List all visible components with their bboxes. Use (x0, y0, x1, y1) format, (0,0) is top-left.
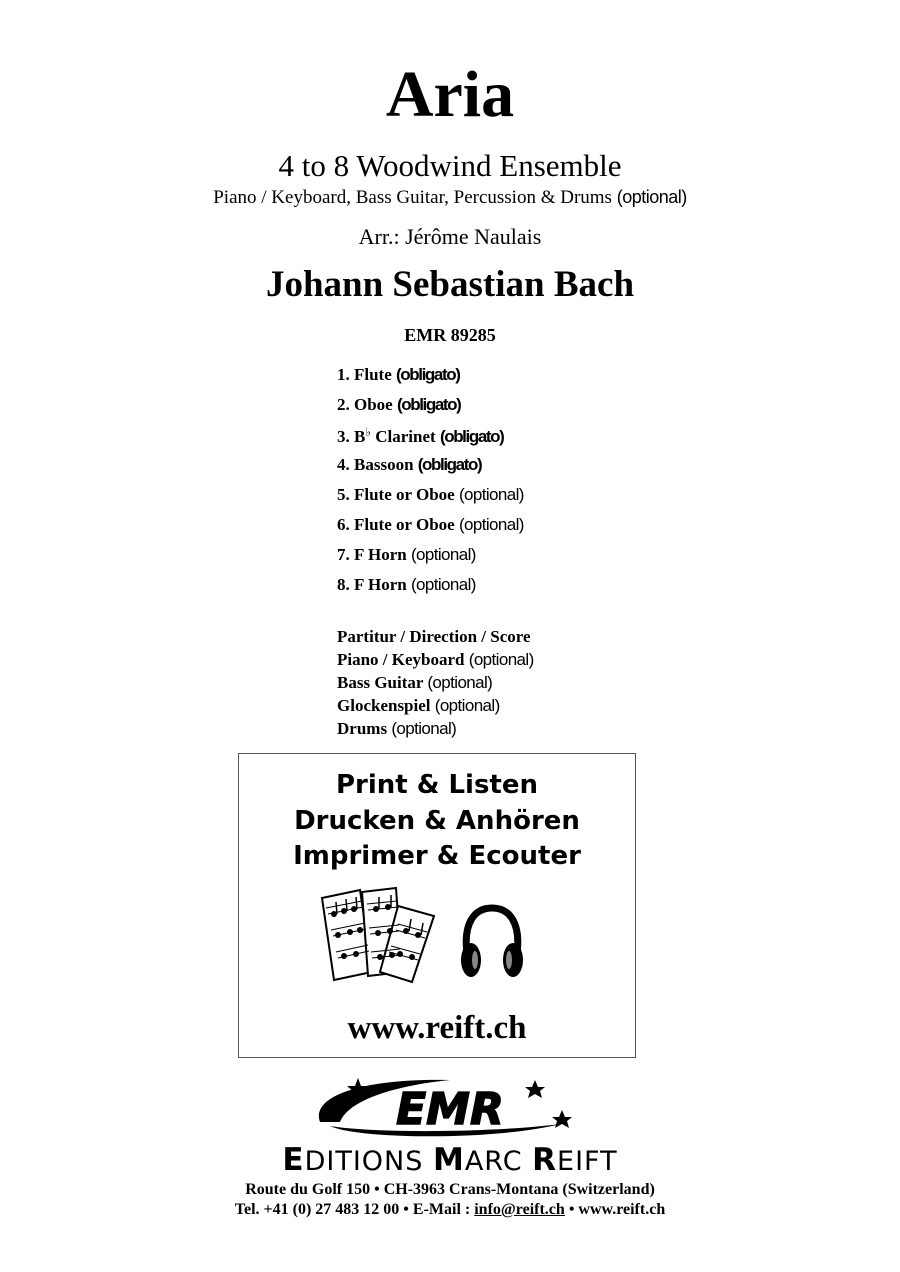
extras-list (337, 628, 534, 743)
list-item: Piano / Keyboard (optional) (337, 650, 534, 669)
composer: Johann Sebastian Bach (265, 264, 635, 305)
publisher-address: Route du Golf 150 • CH-3963 Crans-Montana (Switzerland) (245, 1181, 655, 1198)
list-item: 7. F Horn (optional) (337, 545, 476, 564)
publisher-name: EDITIONS MARC REIFT (282, 1142, 618, 1178)
list-item: Partitur / Direction / Score (337, 627, 531, 646)
flat-sign: ♭ (365, 425, 372, 439)
list-item: 1. Flute (obligato) (337, 365, 460, 384)
promo-line-english: Print & Listen (335, 770, 539, 800)
publisher-contact: Tel. +41 (0) 27 483 12 00 • E-Mail : info@reift.ch • www.reift.ch (234, 1201, 666, 1218)
list-item: 6. Flute or Oboe (optional) (337, 515, 524, 534)
logo-text: EMR (396, 1084, 504, 1135)
promo-line-french: Imprimer & Ecouter (293, 841, 581, 871)
optional-instruments-line (0, 188, 900, 207)
instruments-text: Piano / Keyboard, Bass Guitar, Percussion & Drums (213, 187, 612, 208)
list-item: 4. Bassoon (obligato) (337, 455, 482, 474)
headphones-icon (457, 902, 527, 982)
print-listen-box (238, 753, 636, 1058)
list-item: Bass Guitar (optional) (337, 673, 493, 692)
arranger: Arr.: Jérôme Naulais (358, 224, 542, 249)
list-item: Glockenspiel (optional) (337, 696, 500, 715)
parts-list (337, 366, 524, 606)
ensemble-subtitle: 4 to 8 Woodwind Ensemble (278, 148, 622, 183)
list-item: Drums (optional) (337, 719, 457, 738)
page-title: Aria (385, 58, 515, 131)
email-link[interactable]: info@reift.ch (474, 1201, 565, 1218)
promo-line-german: Drucken & Anhören (294, 806, 580, 836)
list-item: 3. B♭ Clarinet (obligato) (337, 425, 504, 446)
list-item: 2. Oboe (obligato) (337, 395, 461, 414)
catalog-number: EMR 89285 (404, 325, 496, 345)
list-item: 5. Flute or Oboe (optional) (337, 485, 524, 504)
emr-logo (300, 1074, 600, 1144)
sheet-music-icon (314, 884, 444, 984)
promo-url[interactable]: www.reift.ch (347, 1010, 527, 1046)
list-item: 8. F Horn (optional) (337, 575, 476, 594)
instruments-note: (optional) (616, 187, 687, 207)
